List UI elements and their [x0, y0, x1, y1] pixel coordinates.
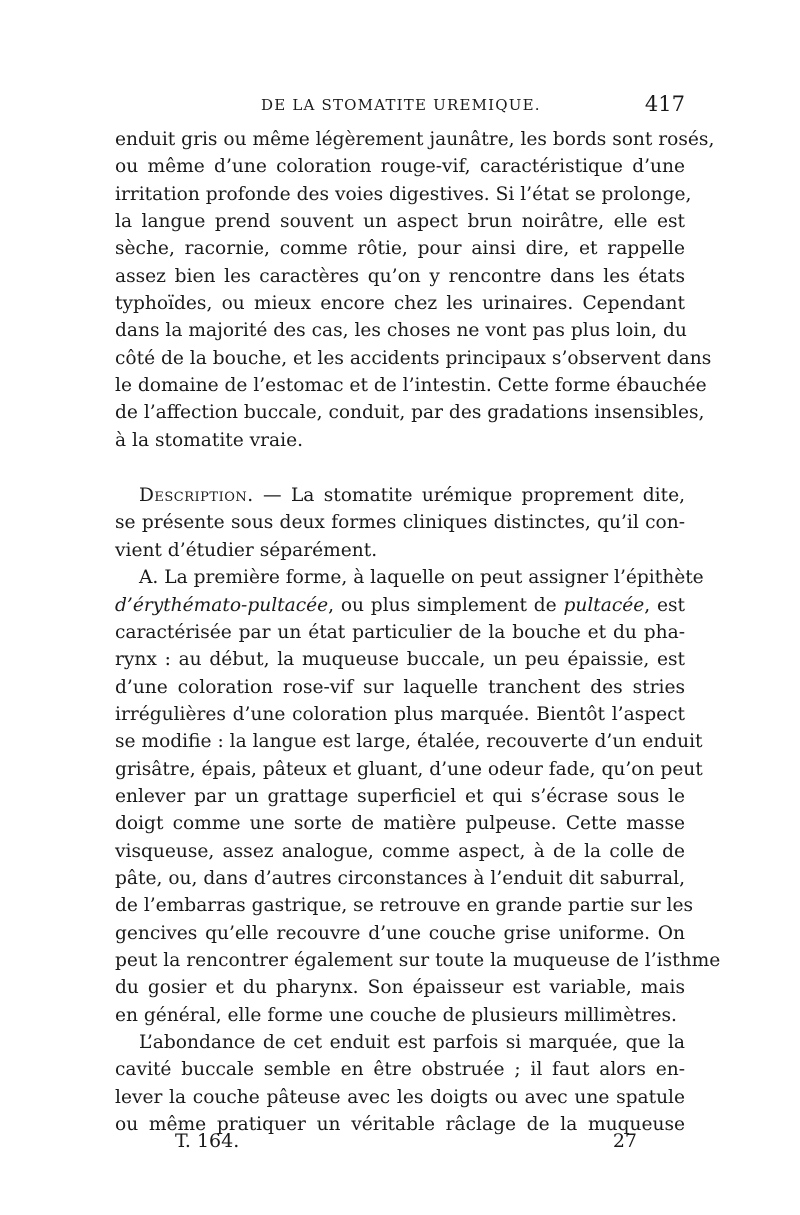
body-text — [115, 126, 721, 1138]
text-line: visqueuse, assez analogue, comme aspect, à de la colle de — [115, 840, 685, 862]
text-line: gencives qu’elle recouvre d’une couche grise uniforme. On — [115, 922, 685, 944]
text-line: L’abondance de cet enduit est parfois si marquée, que la — [139, 1032, 685, 1053]
text-line: se modifie : la langue est large, étalée, recouverte d’un enduit — [115, 731, 703, 753]
text-line: vient d’étudier séparément. — [115, 539, 378, 561]
text-line: caractérisée par un état particulier de la bouche et du pha- — [115, 621, 685, 643]
signature-number: 27 — [612, 1130, 637, 1152]
text-line: ou même d’une coloration rouge-vif, caractéristique d’une — [115, 156, 685, 178]
running-head — [115, 92, 685, 120]
description-first-line-text: — La stomatite urémique proprement dite, — [253, 485, 685, 507]
text-line: cavité buccale semble en être obstruée ; il faut alors en- — [115, 1059, 685, 1081]
description-heading: Description. — [139, 485, 254, 507]
text-line: irrégulières d’une coloration plus marquée. Bientôt l’aspect — [115, 703, 685, 725]
text-line: d’une coloration rose-vif sur laquelle tranchent des stries — [115, 676, 685, 698]
text-line: grisâtre, épais, pâteux et gluant, d’une odeur fade, qu’on peut — [115, 758, 703, 780]
text-line: le domaine de l’estomac et de l’intestin. Cette forme ébauchée — [115, 375, 707, 397]
text-line: irritation profonde des voies digestives. Si l’état se prolonge, — [115, 183, 692, 205]
text-line: du gosier et du pharynx. Son épaisseur est variable, mais — [115, 977, 685, 999]
page-number: 417 — [644, 92, 685, 116]
text-line: pâte, ou, dans d’autres circonstances à l’enduit dit saburral, — [115, 867, 685, 889]
text-line: enlever par un grattage superficiel et qui s’écrase sous le — [115, 785, 685, 807]
text-line: se présente sous deux formes cliniques distinctes, qu’il con- — [115, 512, 685, 534]
page-footer — [115, 1130, 685, 1154]
section-a-first-line: A. La première forme, à laquelle on peut assigner l’épithète — [139, 567, 704, 589]
text-line: typhoïdes, ou mieux encore chez les urinaires. Cependant — [115, 293, 685, 315]
text-fragment: , ou plus simplement de — [328, 594, 564, 616]
text-line: de l’affection buccale, conduit, par des gradations insensibles, — [115, 402, 705, 424]
term-pultacee: pultacée — [563, 594, 645, 616]
text-line: sèche, racornie, comme rôtie, pour ainsi dire, et rappelle — [115, 238, 685, 260]
text-line: rynx : au début, la muqueuse buccale, un peu épaissie, est — [115, 649, 685, 671]
text-line: la langue prend souvent un aspect brun noirâtre, elle est — [115, 211, 685, 233]
text-line: lever la couche pâteuse avec les doigts ou avec une spatule — [115, 1086, 685, 1108]
term-erythemato-pultacee: d’érythémato-pultacée — [115, 594, 329, 616]
paragraph-gap — [115, 454, 685, 482]
text-line: de l’embarras gastrique, se retrouve en grande partie sur les — [115, 895, 694, 917]
text-line: doigt comme une sorte de matière pulpeuse. Cette masse — [115, 813, 685, 835]
text-line: dans la majorité des cas, les choses ne vont pas plus loin, du — [115, 320, 687, 342]
text-line: enduit gris ou même légèrement jaunâtre, les bords sont rosés, — [115, 129, 715, 150]
volume-signature: T. 164. — [175, 1130, 240, 1152]
running-title: DE LA STOMATITE UREMIQUE. — [261, 96, 541, 114]
text-line: peut la rencontrer également sur toute la muqueuse de l’isthme — [115, 949, 721, 971]
text-line: ou même pratiquer un véritable râclage de la muqueuse — [115, 1114, 685, 1136]
text-line: en général, elle forme une couche de plusieurs millimètres. — [115, 1004, 677, 1026]
text-fragment: , est — [644, 594, 685, 616]
text-line: à la stomatite vraie. — [115, 429, 304, 451]
text-line: côté de la bouche, et les accidents principaux s’observent dans — [115, 347, 712, 369]
text-line: assez bien les caractères qu’on y rencontre dans les états — [115, 265, 685, 287]
description-first-line — [115, 482, 685, 509]
section-a-second-line — [115, 592, 685, 619]
